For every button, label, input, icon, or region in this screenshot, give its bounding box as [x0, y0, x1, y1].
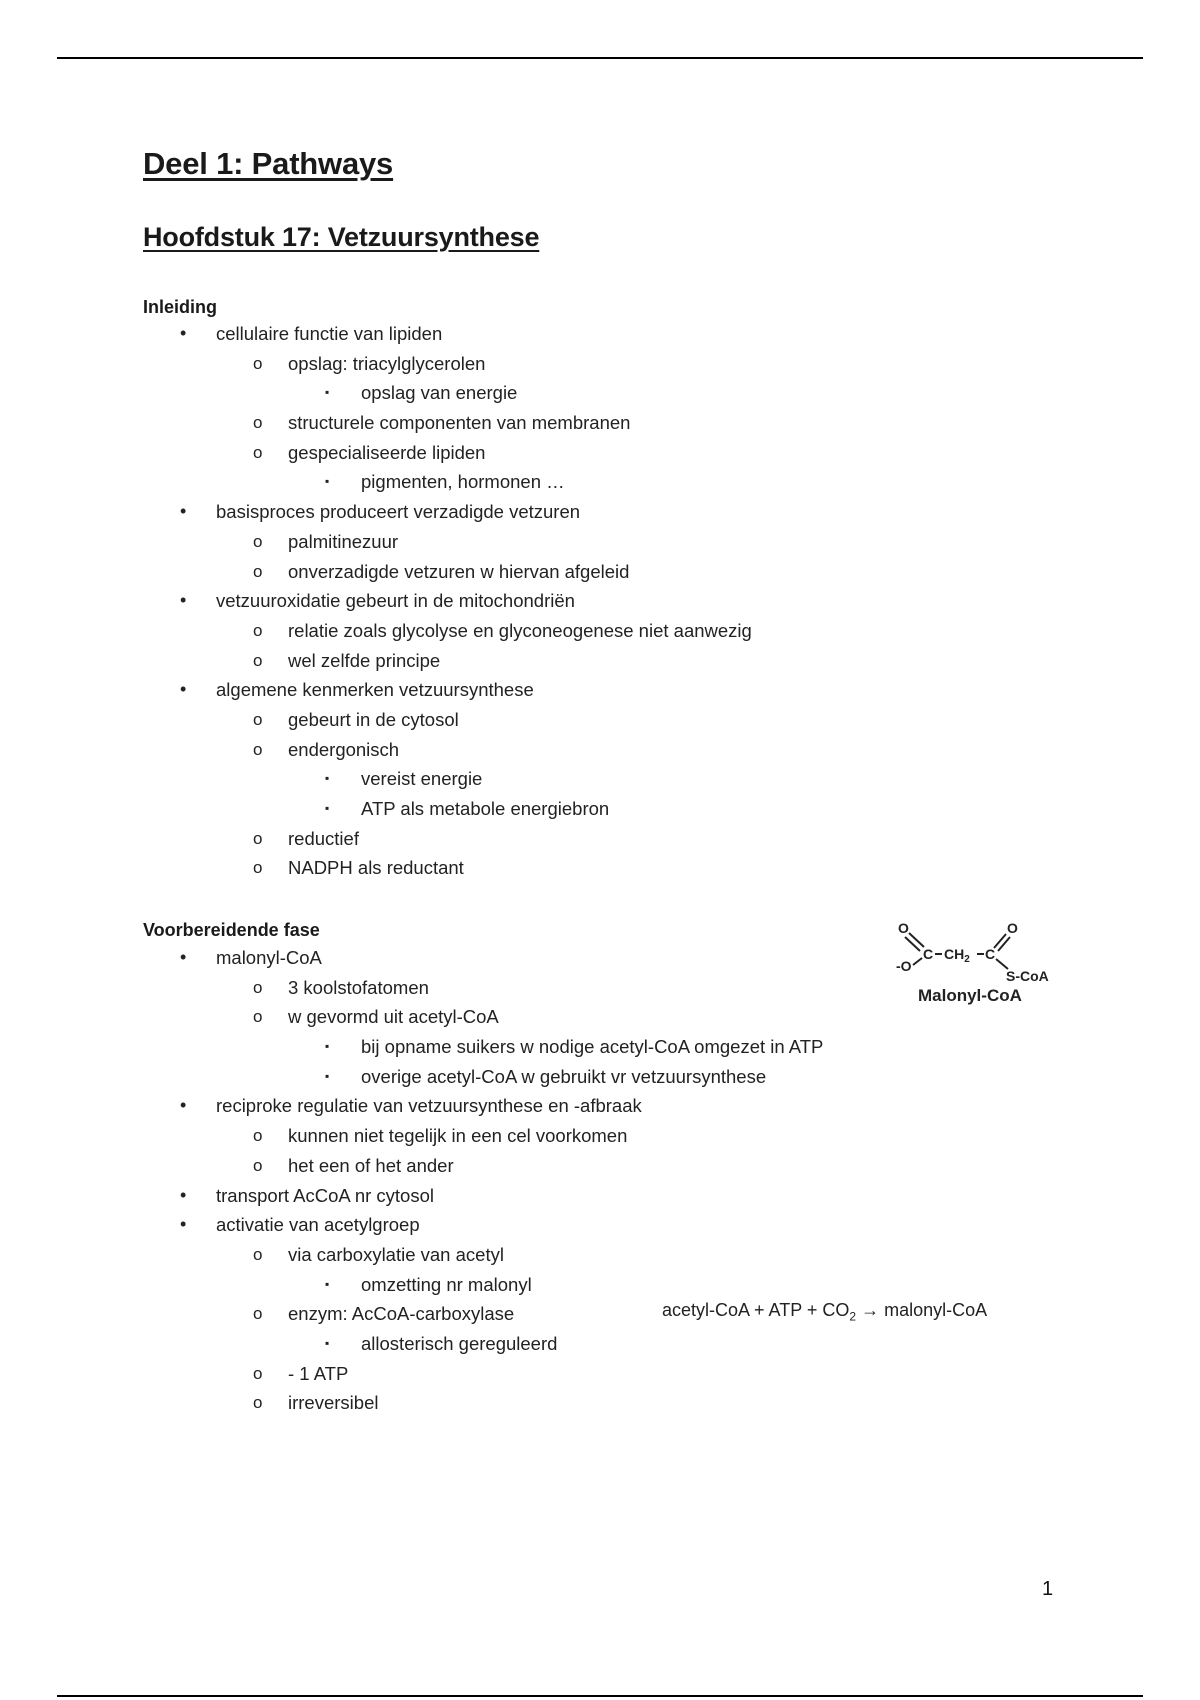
bond-left-single [913, 958, 922, 965]
bullet-disc-icon: • [180, 1214, 187, 1235]
group-ch2 [944, 946, 970, 965]
atom-c-left: C [923, 946, 934, 962]
list-item [0, 824, 1200, 854]
list-item-text: bij opname suikers w nodige acetyl-CoA omgezet in ATP [361, 1036, 824, 1058]
bullet-circle-icon: o [253, 650, 263, 670]
chapter-heading: Hoofdstuk 17: Vetzuursynthese [143, 222, 540, 252]
list-item-text: malonyl-CoA [216, 947, 322, 968]
bond-left-double-2 [909, 933, 924, 947]
list-item-text: omzetting nr malonyl [361, 1273, 532, 1295]
atom-o-right: O [1007, 920, 1018, 936]
list-item-text: basisproces produceert verzadigde vetzuren [216, 501, 581, 523]
bullet-circle-icon: o [253, 1007, 263, 1027]
bullet-circle-icon: o [253, 531, 263, 551]
atom-o-left: O [898, 920, 909, 936]
bullet-square-icon: ▪ [325, 1276, 330, 1291]
bullet-circle-icon: o [253, 1155, 263, 1175]
list-item [0, 319, 1200, 349]
bullet-disc-icon: • [180, 947, 187, 967]
list-item [0, 1121, 1200, 1151]
list-item-text: overige acetyl-CoA w gebruikt vr vetzuursynthese [361, 1065, 767, 1087]
list-item [0, 1181, 1200, 1211]
section-title-inleiding: Inleiding [143, 297, 217, 317]
carboxylation-equation [662, 1297, 987, 1330]
list-item-text: kunnen niet tegelijk in een cel voorkomen [288, 1125, 628, 1147]
list-item-text: via carboxylatie van acetyl [288, 1243, 504, 1265]
list-item-text: - 1 ATP [288, 1362, 349, 1384]
list-item [0, 1240, 1200, 1270]
bottom-rule [57, 1695, 1143, 1697]
top-rule [57, 57, 1143, 59]
list-item [0, 646, 1200, 676]
list-item-text: cellulaire functie van lipiden [216, 323, 443, 344]
list-item [0, 1210, 1200, 1240]
list-item-text: vereist energie [361, 768, 483, 790]
list-item [0, 1359, 1200, 1389]
atom-o-minus: -O [896, 958, 912, 974]
list-item-text: enzym: AcCoA-carboxylase [288, 1303, 515, 1325]
list-item-text: 3 koolstofatomen [288, 976, 429, 998]
bullet-circle-icon: o [253, 620, 263, 640]
list-item [0, 794, 1200, 824]
section-title-voorbereidende-fase: Voorbereidende fase [143, 920, 320, 940]
bullet-circle-icon: o [253, 739, 263, 759]
list-item-text: ATP als metabole energiebron [361, 798, 610, 819]
list-item-text: reductief [288, 827, 359, 849]
atom-c-right: C [985, 946, 996, 962]
list-item-text: palmitinezuur [288, 530, 399, 552]
list-item [0, 853, 1200, 883]
bond-right-double-2 [998, 937, 1010, 951]
bullet-circle-icon: o [253, 1393, 263, 1413]
bullet-circle-icon: o [253, 828, 263, 848]
list-item-text: wel zelfde principe [288, 649, 441, 671]
list-item-text: relatie zoals glycolyse en glyconeogenese niet aanwezig [288, 619, 752, 641]
list-item [0, 586, 1200, 616]
list-item [0, 527, 1200, 557]
bullet-square-icon: ▪ [325, 1068, 330, 1083]
bullet-square-icon: ▪ [325, 1335, 330, 1350]
arrow-right-icon: → [861, 1300, 880, 1320]
list-item [0, 705, 1200, 735]
bullet-square-icon: ▪ [325, 474, 330, 489]
list-item [0, 1151, 1200, 1181]
bullet-circle-icon: o [253, 442, 263, 462]
bullet-disc-icon: • [180, 323, 187, 343]
page-number: 1 [1042, 1578, 1054, 1600]
list-item [0, 1270, 1200, 1300]
bullet-circle-icon: o [253, 1304, 263, 1324]
list-item-text: opslag: triacylglycerolen [288, 352, 486, 374]
bullet-square-icon: ▪ [325, 771, 330, 786]
list-item [0, 378, 1200, 408]
list-item-text: reciproke regulatie van vetzuursynthese en -afbraak [216, 1095, 642, 1117]
bullet-disc-icon: • [180, 1095, 187, 1116]
list-item-text: het een of het ander [288, 1154, 454, 1176]
bullet-circle-icon: o [253, 977, 263, 997]
list-item [0, 1062, 1200, 1092]
bullet-circle-icon: o [253, 413, 263, 433]
bond-right-double-1 [994, 934, 1006, 948]
list-item-text: gebeurt in de cytosol [288, 708, 459, 730]
bullet-circle-icon: o [253, 858, 263, 878]
list-item-text: onverzadigde vetzuren w hiervan afgeleid [288, 560, 630, 582]
list-item [0, 467, 1200, 497]
bullet-circle-icon: o [253, 353, 263, 373]
list-item-text: gespecialiseerde lipiden [288, 441, 486, 463]
list-item [0, 675, 1200, 705]
list-item-text: irreversibel [288, 1392, 379, 1414]
bullet-circle-icon: o [253, 1244, 263, 1264]
list-item [0, 1032, 1200, 1062]
list-item-text: NADPH als reductant [288, 857, 464, 879]
list-item-text: algemene kenmerken vetzuursynthese [216, 679, 534, 701]
bullet-circle-icon: o [253, 1363, 263, 1383]
bullet-disc-icon: • [180, 590, 187, 611]
bond-left-double-1 [905, 937, 920, 951]
bullet-disc-icon: • [180, 679, 187, 700]
bullet-square-icon: ▪ [325, 1039, 330, 1054]
list-item-text: pigmenten, hormonen … [361, 471, 565, 493]
list-item-text: structurele componenten van membranen [288, 412, 631, 434]
bullet-disc-icon: • [180, 1184, 187, 1205]
bullet-circle-icon: o [253, 561, 263, 581]
group-ch2-sub: 2 [964, 954, 970, 965]
list-item [0, 557, 1200, 587]
list-item-text: opslag van energie [361, 382, 518, 404]
structure-caption: Malonyl-CoA [918, 986, 1022, 1005]
list-item [0, 349, 1200, 379]
group-ch2-main: CH [944, 946, 965, 962]
list-item [0, 1091, 1200, 1121]
bullet-circle-icon: o [253, 1126, 263, 1146]
list-item [0, 1329, 1200, 1359]
list-item [0, 735, 1200, 765]
equation-right: malonyl-CoA [884, 1300, 988, 1320]
list-item [0, 1388, 1200, 1418]
list-item [0, 438, 1200, 468]
list-item-text: w gevormd uit acetyl-CoA [288, 1006, 499, 1028]
equation-left: acetyl-CoA + ATP + CO [662, 1300, 850, 1320]
bullet-square-icon: ▪ [325, 801, 330, 815]
list-item [0, 1299, 1200, 1329]
list-item-text: transport AcCoA nr cytosol [216, 1184, 434, 1206]
bullet-circle-icon: o [253, 709, 263, 729]
list-item-text: vetzuuroxidatie gebeurt in de mitochondriën [216, 590, 575, 612]
outline-inleiding [0, 319, 1200, 883]
list-item [0, 616, 1200, 646]
part-heading: Deel 1: Pathways [143, 146, 394, 181]
list-item [0, 764, 1200, 794]
list-item [0, 408, 1200, 438]
group-s-coa: S-CoA [1006, 968, 1049, 984]
list-item-text: activatie van acetylgroep [216, 1214, 420, 1236]
equation-subscript: 2 [849, 1309, 857, 1324]
bullet-disc-icon: • [180, 501, 187, 522]
bullet-square-icon: ▪ [325, 385, 330, 400]
list-item [0, 497, 1200, 527]
list-item-text: endergonisch [288, 738, 400, 760]
list-item-text: allosterisch gereguleerd [361, 1332, 558, 1354]
